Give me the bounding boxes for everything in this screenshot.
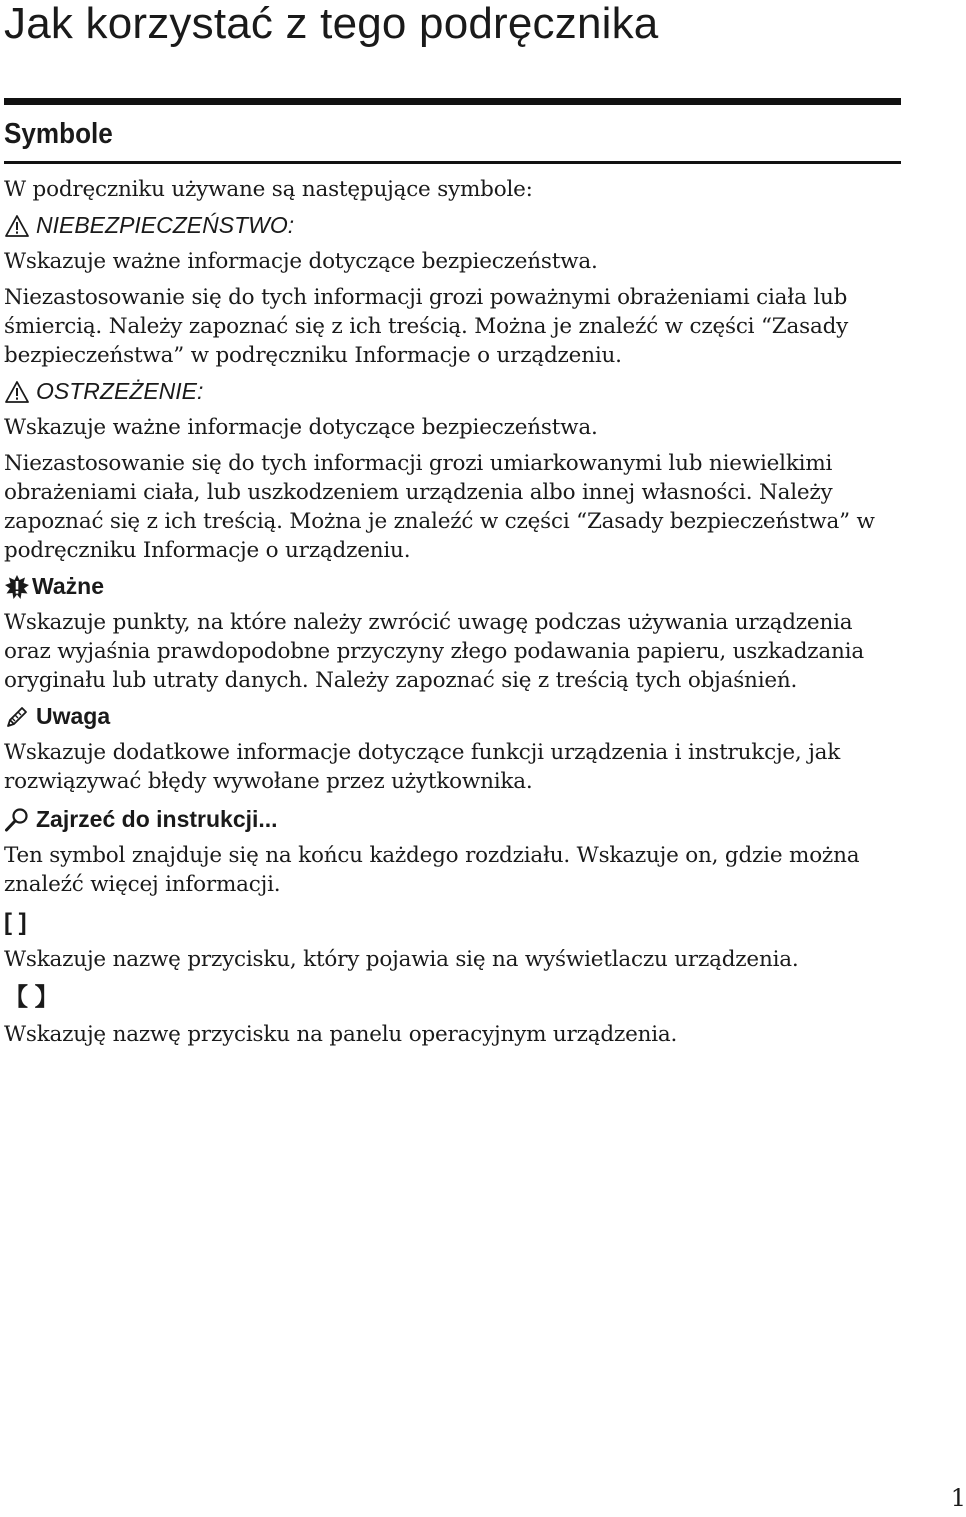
- caution-heading: [4, 377, 904, 406]
- important-label: Ważne: [32, 573, 104, 599]
- danger-heading: [4, 211, 904, 240]
- magnifier-icon: [4, 807, 30, 833]
- section-title: Symbole: [4, 118, 113, 150]
- symbols-content: [4, 175, 904, 1049]
- caution-label: OSTRZEŻENIE:: [36, 378, 204, 404]
- important-heading: [4, 572, 904, 601]
- warning-triangle-icon: [4, 379, 30, 405]
- note-label: Uwaga: [36, 703, 111, 729]
- panel-key-paragraph: Wskazuję nazwę przycisku na panelu operacyjnym urządzenia.: [4, 1022, 678, 1047]
- display-key-symbol: [ ]: [4, 909, 27, 936]
- danger-paragraph: Niezastosowanie się do tych informacji grozi poważnymi obrażeniami ciała lub śmiercią. Należy zapoznać się z ich treścią. Można je znaleźć w części “Zasady bezpieczeństwa” w podręczniku Informacje o urządzeniu.: [4, 285, 849, 368]
- reference-label: Zajrzeć do instrukcji...: [36, 806, 278, 832]
- danger-label: NIEBEZPIECZEŃSTWO:: [36, 212, 295, 238]
- pencil-icon: [4, 704, 30, 730]
- caution-line: Wskazuje ważne informacje dotyczące bezpieczeństwa.: [4, 415, 598, 440]
- caution-paragraph: Niezastosowanie się do tych informacji grozi umiarkowanymi lub niewielkimi obrażeniami ciała, lub uszkodzeniem urządzenia albo innej własności. Należy zapoznać się z ich treścią. Można je znaleźć w części “Zasady bezpieczeństwa” w podręczniku Informacje o urządzeniu.: [4, 451, 875, 563]
- note-heading: [4, 702, 904, 731]
- page-number: 1: [950, 1484, 966, 1512]
- page-title: Jak korzystać z tego podręcznika: [4, 0, 659, 48]
- important-burst-icon: [4, 574, 30, 600]
- title-rule: [4, 98, 901, 105]
- display-key-paragraph: Wskazuje nazwę przycisku, który pojawia się na wyświetlaczu urządzenia.: [4, 947, 799, 972]
- important-paragraph: Wskazuje punkty, na które należy zwrócić uwagę podczas używania urządzenia oraz wyjaśnia prawdopodobne przyczyny złego podawania papieru, uszkadzania oryginału lub utraty danych. Należy zapoznać się z treścią tych objaśnień.: [4, 610, 864, 693]
- warning-triangle-icon: [4, 213, 30, 239]
- intro-text: W podręczniku używane są następujące symbole:: [4, 177, 533, 202]
- note-paragraph: Wskazuje dodatkowe informacje dotyczące funkcji urządzenia i instrukcje, jak rozwiązywać błędy wywołane przez użytkownika.: [4, 740, 841, 794]
- panel-key-symbol: 【 】: [4, 984, 59, 1011]
- reference-heading: [4, 805, 904, 834]
- reference-paragraph: Ten symbol znajduje się na końcu każdego rozdziału. Wskazuje on, gdzie można znaleźć więcej informacji.: [4, 843, 860, 897]
- section-rule: [4, 161, 901, 164]
- danger-line: Wskazuje ważne informacje dotyczące bezpieczeństwa.: [4, 249, 598, 274]
